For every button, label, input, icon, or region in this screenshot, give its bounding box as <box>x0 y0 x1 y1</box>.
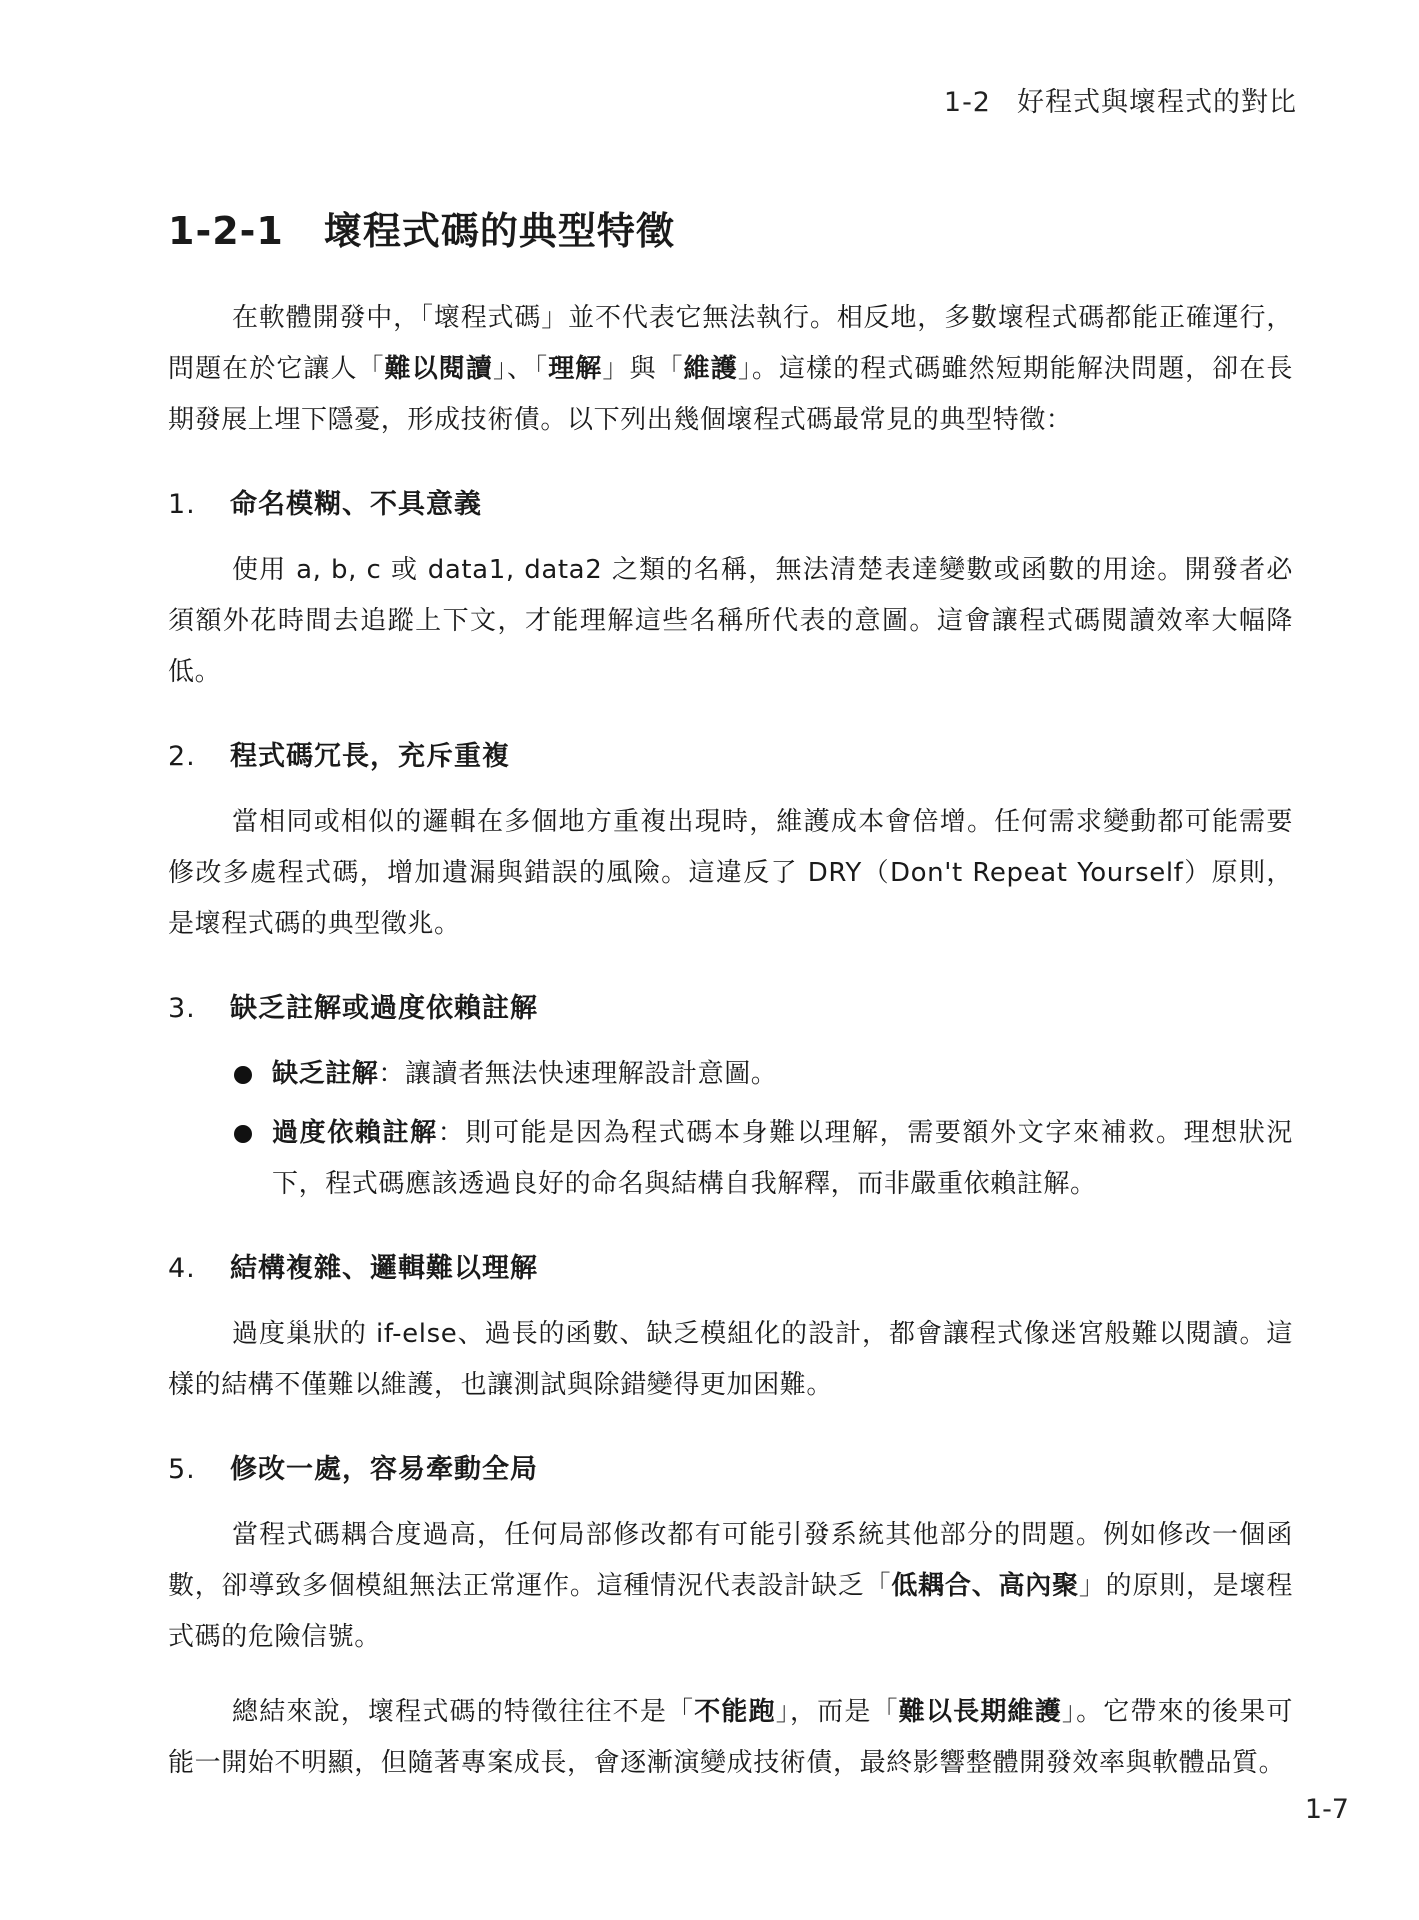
bullet-dot-icon <box>234 1125 252 1143</box>
bullet-item <box>168 1049 1293 1100</box>
summary-text-1: 總結來說，壞程式碼的特徵往往不是「 <box>232 1697 695 1727</box>
intro-paragraph <box>168 293 1293 446</box>
item-2-body: 當相同或相似的邏輯在多個地方重複出現時，維護成本會倍增。任何需求變動都可能需要修改多處程式碼，增加遺漏與錯誤的風險。這違反了 DRY（Don't Repeat Yourself）原則，是壞程式碼的典型徵兆。 <box>168 807 1293 939</box>
item-2-heading <box>168 734 1293 773</box>
intro-bold-1: 難以閱讀 <box>384 354 493 384</box>
item-1-heading <box>168 482 1293 521</box>
item-5-body <box>168 1510 1293 1663</box>
section-title-text: 壞程式碼的典型特徵 <box>323 209 675 253</box>
item-5-title: 修改一處，容易牽動全局 <box>230 1454 538 1485</box>
item-1-number: 1. <box>168 489 196 520</box>
section-title <box>168 200 1293 255</box>
header-chapter-title: 好程式與壞程式的對比 <box>1017 87 1297 118</box>
item-3-bullet-list <box>168 1049 1293 1210</box>
item-4-body: 過度巢狀的 if-else、過長的函數、缺乏模組化的設計，都會讓程式像迷宮般難以閱讀。這樣的結構不僅難以維護，也讓測試與除錯變得更加困難。 <box>168 1319 1293 1400</box>
item-2-title: 程式碼冗長，充斥重複 <box>230 741 510 772</box>
item-4-title: 結構複雜、邏輯難以理解 <box>230 1253 538 1284</box>
item-2-number: 2. <box>168 741 196 772</box>
item-4-heading <box>168 1246 1293 1285</box>
item-1-title: 命名模糊、不具意義 <box>230 489 482 520</box>
summary-text-3: 」。它帶來的後果可能一開始不明顯，但隨著專案成長，會逐漸演變成技術債，最終影響整體開發效率與軟體品質。 <box>168 1697 1293 1778</box>
intro-bold-3: 維護 <box>683 354 738 384</box>
item-5-number: 5. <box>168 1454 196 1485</box>
item-5-heading <box>168 1447 1293 1486</box>
intro-text-3: 」與「 <box>602 354 684 384</box>
bullet-text: ：則可能是因為程式碼本身難以理解，需要額外文字來補救。理想狀況下，程式碼應該透過良好的命名與結構自我解釋，而非嚴重依賴註解。 <box>272 1118 1293 1199</box>
intro-text-4: 」。這樣的程式碼雖然短期能解決問題，卻在長期發展上埋下隱憂，形成技術債。以下列出幾個壞程式碼最常見的典型特徵： <box>168 354 1294 435</box>
bullet-label: 過度依賴註解 <box>272 1118 438 1148</box>
summary-paragraph <box>168 1687 1293 1789</box>
bullet-text: ：讓讀者無法快速理解設計意圖。 <box>378 1059 778 1089</box>
item-5-text-2: 」的原則，是壞程式碼的危險信號。 <box>168 1571 1293 1652</box>
item-3-heading <box>168 986 1293 1025</box>
summary-text-2: 」，而是「 <box>775 1697 899 1727</box>
section-number: 1-2-1 <box>168 209 284 253</box>
running-header <box>944 80 1297 119</box>
intro-text-2: 」、「 <box>492 354 549 384</box>
intro-text-1: 在軟體開發中，「壞程式碼」並不代表它無法執行。相反地，多數壞程式碼都能正確運行，問題在於它讓人「 <box>168 303 1293 384</box>
intro-bold-2: 理解 <box>548 354 603 384</box>
page-content <box>168 200 1293 1789</box>
page-number: 1-7 <box>1304 1794 1349 1825</box>
item-3-title: 缺乏註解或過度依賴註解 <box>230 993 538 1024</box>
summary-bold-1: 不能跑 <box>694 1697 776 1727</box>
item-5-bold: 低耦合、高內聚 <box>891 1571 1079 1601</box>
item-1-body: 使用 a, b, c 或 data1, data2 之類的名稱，無法清楚表達變數或函數的用途。開發者必須額外花時間去追蹤上下文，才能理解這些名稱所代表的意圖。這會讓程式碼閱讀效率大幅降低。 <box>168 555 1293 687</box>
item-4-number: 4. <box>168 1253 196 1284</box>
header-chapter-number: 1-2 <box>943 87 991 118</box>
summary-bold-2: 難以長期維護 <box>898 1697 1062 1727</box>
bullet-dot-icon <box>234 1066 252 1084</box>
item-3-number: 3. <box>168 993 196 1024</box>
item-5-text-1: 當程式碼耦合度過高，任何局部修改都有可能引發系統其他部分的問題。例如修改一個函數，卻導致多個模組無法正常運作。這種情況代表設計缺乏「 <box>168 1520 1293 1601</box>
bullet-label: 缺乏註解 <box>272 1059 379 1089</box>
bullet-item <box>168 1108 1293 1210</box>
